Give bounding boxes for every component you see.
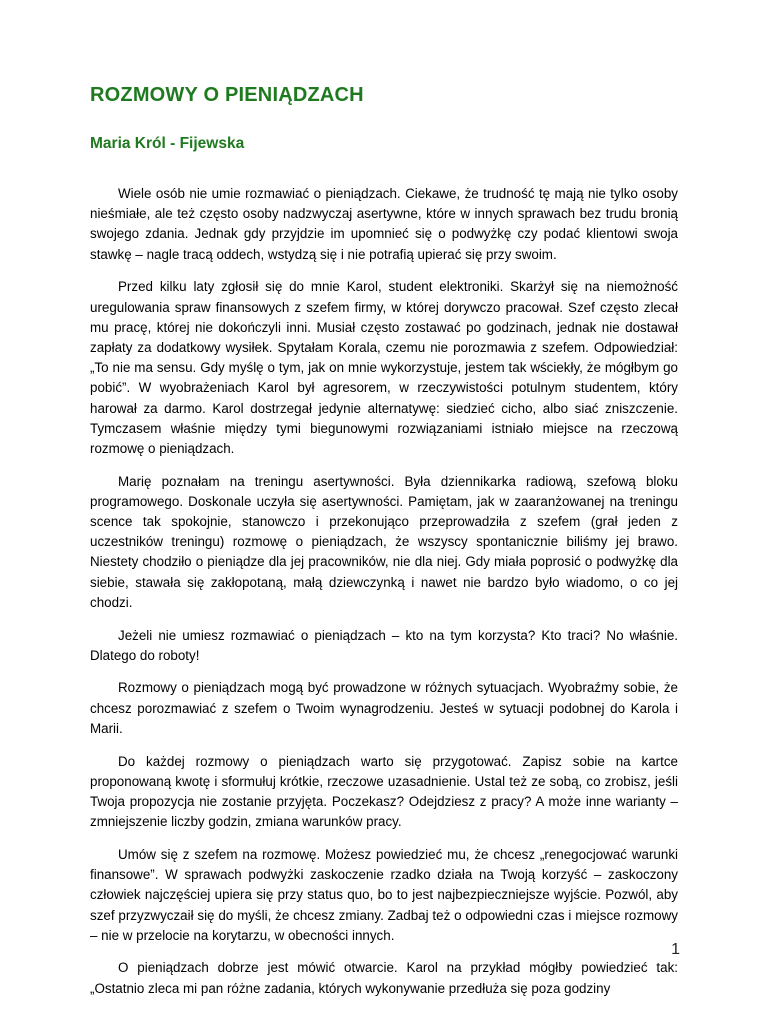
paragraph: Rozmowy o pieniądzach mogą być prowadzone w różnych sytuacjach. Wyobraźmy sobie, że chcesz porozmawiać z szefem o Twoim wynagrodzeniu. Jesteś w sytuacji podobnej do Karola i Marii. (90, 680, 678, 736)
page-number: 1 (671, 941, 680, 958)
paragraph: Przed kilku laty zgłosił się do mnie Karol, student elektroniki. Skarżył się na niemożność uregulowania spraw finansowych z szefem firmy, w której dorywczo pracował. Szef często zlecał mu pracę, której nie dokończyli inni. Musiał często zostawać po godzinach, jednak nie dostawał zapłaty za dodatkowy wysiłek. Spytałam Korala, czemu nie porozmawia z szefem. Odpowiedział: „To nie ma sensu. Gdy myślę o tym, jak on mnie wykorzystuje, jestem tak wściekły, że mógłbym go pobić”. W wyobrażeniach Karol był agresorem, w rzeczywistości potulnym studentem, który harował za darmo. Karol dostrzegał jedynie alternatywę: siedzieć cicho, albo siać zniszczenie. Tymczasem właśnie między tymi biegunowymi rozwiązaniami istniało miejsce na rzeczową rozmowę o pieniądzach. (90, 279, 678, 456)
paragraph: Do każdej rozmowy o pieniądzach warto się przygotować. Zapisz sobie na kartce proponowaną kwotę i sformułuj krótkie, rzeczowe uzasadnienie. Ustal też ze sobą, co zrobisz, jeśli Twoja propozycja nie zostanie przyjęta. Poczekasz? Odejdziesz z pracy? A może inne warianty – zmniejszenie liczby godzin, zmiana warunków pracy. (90, 753, 678, 830)
document-title: ROZMOWY O PIENIĄDZACH (90, 84, 364, 106)
paragraph: Jeżeli nie umiesz rozmawiać o pieniądzach – kto na tym korzysta? Kto traci? No właśnie. Dlatego do roboty! (90, 627, 678, 663)
paragraph: Marię poznałam na treningu asertywności. Była dziennikarka radiową, szefową bloku programowego. Doskonale uczyła się asertywności. Pamiętam, jak w zaaranżowanej na treningu scence tak spokojnie, stanowczo i przekonująco przeprowadziła z szefem (grał jeden z uczestników treningu) rozmowę o pieniądzach, że wszyscy spontanicznie biliśmy jej brawo. Niestety chodziło o pieniądze dla jej pracowników, nie dla niej. Gdy miała poprosić o podwyżkę dla siebie, stawała się zakłopotaną, małą dziewczynką i nawet nie bardzo było wiadomo, o co jej chodzi. (90, 473, 678, 610)
document-body (90, 184, 678, 1011)
paragraph: Umów się z szefem na rozmowę. Możesz powiedzieć mu, że chcesz „renegocjować warunki finansowe”. W sprawach podwyżki zaskoczenie rzadko działa na Twoją korzyść – zaskoczony człowiek najczęściej upiera się przy status quo, bo to jest najbezpieczniejsze wyjście. Pozwól, aby szef przyzwyczaił się do myśli, że chcesz zmiany. Zadbaj też o odpowiedni czas i miejsce rozmowy – nie w przelocie na korytarzu, w obecności innych. (90, 846, 678, 943)
paragraph: Wiele osób nie umie rozmawiać o pieniądzach. Ciekawe, że trudność tę mają nie tylko osoby nieśmiałe, ale też często osoby nadzwyczaj asertywne, które w innych sprawach bez trudu bronią swojego zdania. Jednak gdy przyjdzie im upomnieć się o podwyżkę czy podać klientowi swoja stawkę – nagle tracą oddech, wstydzą się i nie potrafią upierać się przy swoim. (90, 186, 678, 262)
document-author: Maria Król - Fijewska (90, 135, 245, 152)
paragraph: O pieniądzach dobrze jest mówić otwarcie. Karol na przykład mógłby powiedzieć tak: „Ostatnio zleca mi pan różne zadania, których wykonywanie przedłuża się poza godziny (90, 960, 678, 996)
